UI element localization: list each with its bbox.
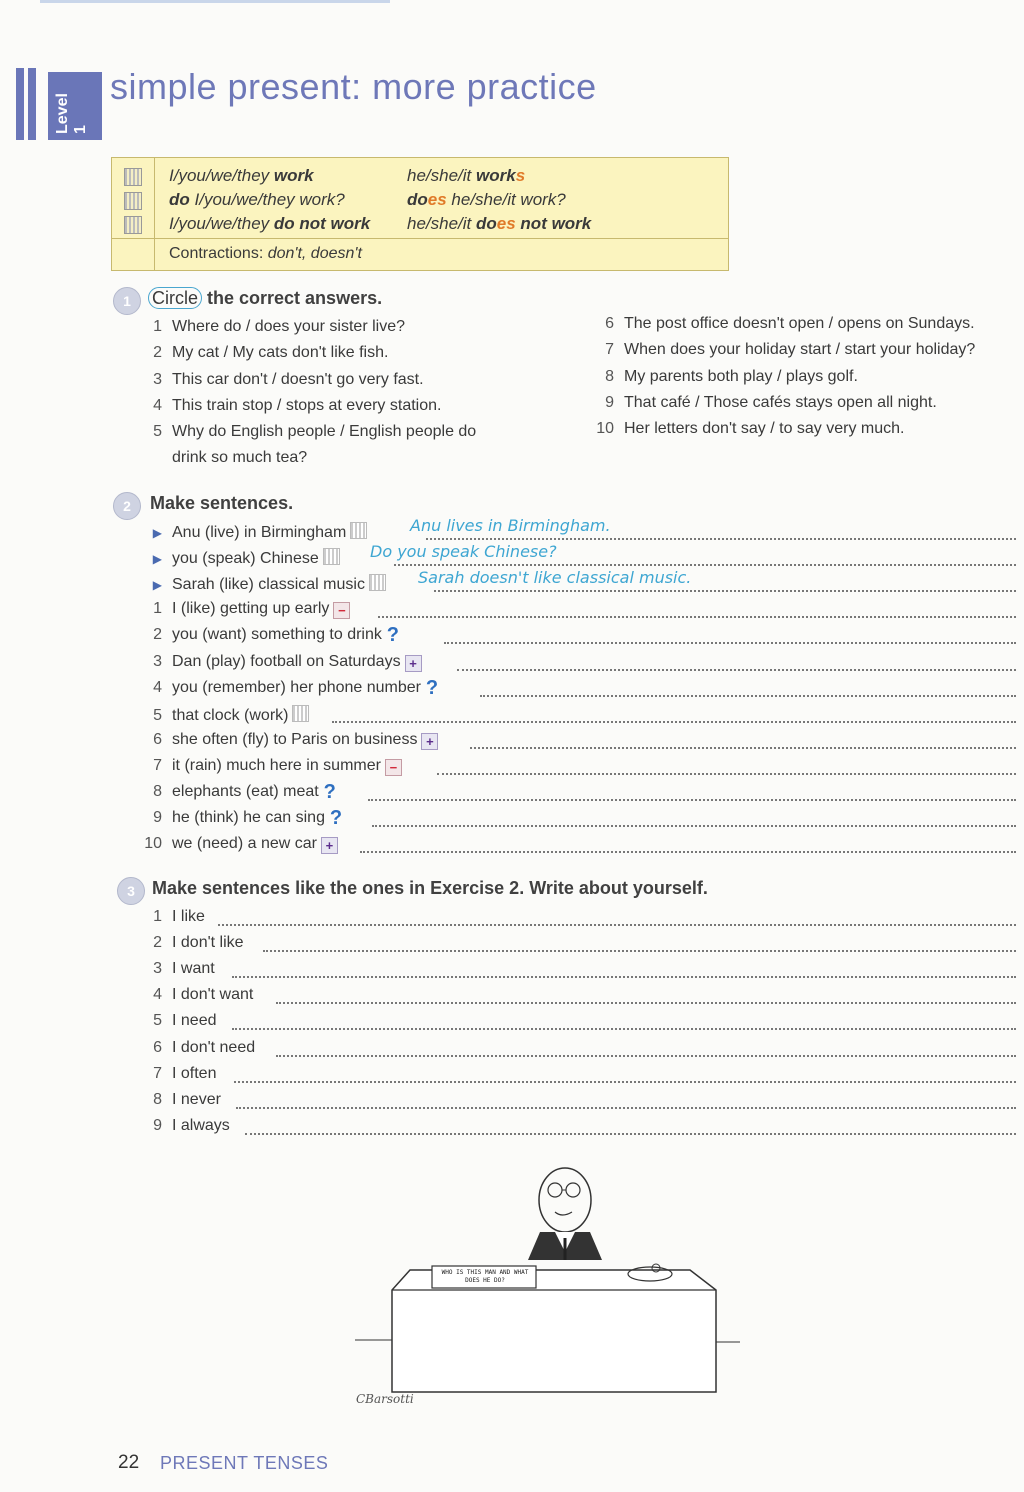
item-number: 7	[153, 757, 162, 774]
item-number: 2	[153, 344, 162, 361]
item-text: I always	[172, 1117, 230, 1134]
item-number: 6	[153, 1039, 162, 1056]
question-icon	[124, 192, 142, 210]
handwritten-answer: Anu lives in Birmingham.	[410, 516, 611, 535]
page-number: 22	[118, 1452, 140, 1473]
answer-line[interactable]	[218, 924, 1016, 926]
answer-line[interactable]	[232, 1028, 1016, 1030]
answer-line[interactable]	[480, 695, 1016, 697]
answer-line[interactable]	[426, 538, 1016, 540]
item-number: 5	[153, 1012, 162, 1029]
exercise-2-item	[140, 783, 337, 801]
exercise-2-item	[140, 705, 309, 725]
exercise-3-instruction: Make sentences like the ones in Exercise 2. Write about yourself.	[152, 878, 708, 898]
item-text: Why do English people / English people do	[172, 423, 477, 440]
item-number: 3	[153, 960, 162, 977]
answer-line[interactable]	[276, 1055, 1016, 1057]
exercise-3-item	[140, 960, 215, 978]
grammar-row-3-right: he/she/it does not work	[407, 214, 592, 233]
item-text: I need	[172, 1012, 217, 1029]
exercise-3-item	[140, 908, 205, 926]
exercise-3-badge: 3	[117, 877, 145, 905]
example-prompt: you (speak) Chinese	[172, 550, 319, 567]
exercise-3-item	[140, 1039, 255, 1057]
item-number: 3	[153, 653, 162, 670]
question-icon: ?	[425, 677, 439, 699]
item-number: 2	[153, 626, 162, 643]
item-number: 1	[153, 318, 162, 335]
cartoonist-signature: CBarsotti	[356, 1392, 414, 1406]
plus-icon: +	[405, 655, 422, 672]
exercise-1-badge: 1	[113, 287, 141, 315]
example-row	[140, 548, 340, 568]
item-prompt: you (remember) her phone number	[172, 679, 422, 696]
item-number: 2	[153, 934, 162, 951]
exercise-1-item	[592, 315, 975, 333]
grammar-row-1-right: he/she/it works	[407, 166, 526, 185]
item-text: This car don't / doesn't go very fast.	[172, 371, 424, 388]
item-number: 7	[153, 1065, 162, 1082]
item-number: 5	[153, 707, 162, 724]
exercise-2-item	[140, 626, 400, 644]
exercise-3-item	[140, 1065, 216, 1083]
example-prompt: Sarah (like) classical music	[172, 576, 365, 593]
answer-line[interactable]	[276, 1002, 1016, 1004]
example-arrow-icon: ▶	[152, 526, 162, 540]
affirmative-icon	[124, 168, 142, 186]
cartoon-illustration	[350, 1160, 742, 1400]
item-text: When does your holiday start / start your holiday?	[624, 341, 976, 358]
item-number: 10	[596, 420, 614, 437]
answer-line[interactable]	[457, 669, 1016, 671]
item-text: The post office doesn't open / opens on Sundays.	[624, 315, 975, 332]
exercise-1-item	[140, 371, 424, 389]
item-number: 8	[153, 1091, 162, 1108]
exercise-2-item	[140, 731, 438, 750]
exercise-1-instruction: Circle the correct answers.	[148, 288, 382, 309]
desk-sign: WHO IS THIS MAN AND WHAT DOES HE DO?	[441, 1269, 529, 1284]
exercise-1-item	[140, 318, 405, 336]
exercise-1-item	[140, 423, 476, 441]
top-rule	[40, 0, 390, 3]
exercise-1-item	[592, 341, 975, 359]
item-prompt: you (want) something to drink	[172, 626, 382, 643]
exercise-2-instruction: Make sentences.	[150, 493, 294, 513]
answer-line[interactable]	[232, 976, 1016, 978]
exercise-3-item	[140, 1117, 230, 1135]
question-icon: ?	[386, 624, 399, 646]
exercise-2-item	[140, 757, 402, 776]
example-arrow-icon: ▶	[152, 578, 162, 592]
item-text: drink so much tea?	[172, 449, 308, 466]
item-prompt: I (like) getting up early	[172, 600, 330, 617]
negative-icon	[124, 216, 142, 234]
handwritten-answer: Sarah doesn't like classical music.	[418, 568, 692, 587]
answer-line[interactable]	[263, 950, 1016, 952]
item-prompt: he (think) he can sing	[172, 809, 325, 826]
exercise-2-item	[140, 600, 350, 619]
item-text: My cat / My cats don't like fish.	[172, 344, 389, 361]
item-number: 8	[153, 783, 162, 800]
exercise-1-item	[140, 344, 388, 362]
question-icon: ?	[329, 807, 343, 829]
question-icon: ?	[323, 781, 336, 803]
answer-line[interactable]	[368, 799, 1016, 801]
plus-icon: +	[321, 837, 338, 854]
item-text: I often	[172, 1065, 217, 1082]
exercise-2-item	[140, 809, 343, 827]
example-row	[140, 522, 367, 542]
item-prompt: that clock (work)	[172, 707, 289, 724]
item-prompt: we (need) a new car	[172, 835, 317, 852]
plus-icon: +	[421, 733, 438, 750]
item-number: 1	[153, 908, 162, 925]
item-prompt: she often (fly) to Paris on business	[172, 731, 418, 748]
answer-line[interactable]	[245, 1133, 1016, 1135]
item-number: 3	[153, 371, 162, 388]
item-number: 7	[605, 341, 614, 358]
exercise-2-badge: 2	[113, 492, 141, 520]
item-number: 5	[153, 423, 162, 440]
grammar-row-1-left: I/you/we/they work	[169, 166, 314, 185]
answer-line[interactable]	[470, 747, 1016, 749]
grammar-row-3-left: I/you/we/they do not work	[169, 214, 371, 233]
grammar-symbol-icon	[350, 522, 367, 539]
item-prompt: Dan (play) football on Saturdays	[172, 653, 401, 670]
example-row	[140, 574, 386, 594]
item-text: That café / Those cafés stays open all night.	[624, 394, 937, 411]
answer-line[interactable]	[394, 564, 1016, 566]
minus-icon: −	[333, 602, 350, 619]
answer-line[interactable]	[378, 616, 1016, 618]
example-arrow-icon: ▶	[152, 552, 162, 566]
minus-icon: −	[385, 759, 402, 776]
grammar-row-2-right: does he/she/it work?	[407, 190, 566, 209]
answer-line[interactable]	[360, 851, 1016, 853]
section-label: PRESENT TENSES	[160, 1453, 329, 1473]
item-text: I like	[172, 908, 205, 925]
level-label: Level 1	[54, 93, 89, 134]
grammar-symbol-icon	[323, 548, 340, 565]
contractions-note: Contractions: don't, doesn't	[169, 245, 362, 262]
item-text: I don't need	[172, 1039, 256, 1056]
exercise-2-item	[140, 679, 439, 697]
item-prompt: it (rain) much here in summer	[172, 757, 381, 774]
item-text: I never	[172, 1091, 221, 1108]
answer-line[interactable]	[236, 1107, 1016, 1109]
handwritten-answer: Do you speak Chinese?	[370, 542, 557, 561]
exercise-2-item	[140, 835, 338, 854]
item-number: 10	[144, 835, 162, 852]
exercise-1-item	[140, 397, 441, 415]
grammar-box	[111, 157, 729, 271]
item-text: Where do / does your sister live?	[172, 318, 405, 335]
level-tab	[16, 68, 89, 140]
exercise-1-item	[592, 368, 858, 386]
answer-line[interactable]	[234, 1081, 1016, 1083]
item-prompt: elephants (eat) meat	[172, 783, 319, 800]
answer-line[interactable]	[444, 642, 1016, 644]
item-number: 9	[153, 809, 162, 826]
exercise-3-item	[140, 934, 244, 952]
page-title: simple present: more practice	[110, 66, 597, 107]
item-text: Her letters don't say / to say very much.	[624, 420, 905, 437]
item-text: I don't want	[172, 986, 254, 1003]
exercise-3-item	[140, 1012, 216, 1030]
grammar-symbol-icon	[369, 574, 386, 591]
item-number: 4	[153, 986, 162, 1003]
example-prompt: Anu (live) in Birmingham	[172, 524, 347, 541]
item-number: 1	[153, 600, 162, 617]
item-text: I want	[172, 960, 215, 977]
exercise-1-item	[592, 394, 937, 412]
exercise-3-item	[140, 1091, 221, 1109]
item-text: This train stop / stops at every station.	[172, 397, 442, 414]
answer-line[interactable]	[332, 721, 1016, 723]
item-number: 9	[605, 394, 614, 411]
exercise-1-item	[592, 420, 905, 438]
exercise-1-item	[140, 449, 307, 467]
exercise-2-item	[140, 653, 422, 672]
grammar-row-2-left: do I/you/we/they work?	[169, 190, 345, 209]
item-number: 9	[153, 1117, 162, 1134]
item-number: 6	[605, 315, 614, 332]
item-number: 4	[153, 397, 162, 414]
answer-line[interactable]	[434, 590, 1016, 592]
item-text: My parents both play / plays golf.	[624, 368, 858, 385]
item-text: I don't like	[172, 934, 244, 951]
answer-line[interactable]	[372, 825, 1016, 827]
item-number: 4	[153, 679, 162, 696]
item-number: 6	[153, 731, 162, 748]
neutral-icon	[292, 705, 309, 722]
item-number: 8	[605, 368, 614, 385]
answer-line[interactable]	[437, 773, 1016, 775]
exercise-3-item	[140, 986, 253, 1004]
